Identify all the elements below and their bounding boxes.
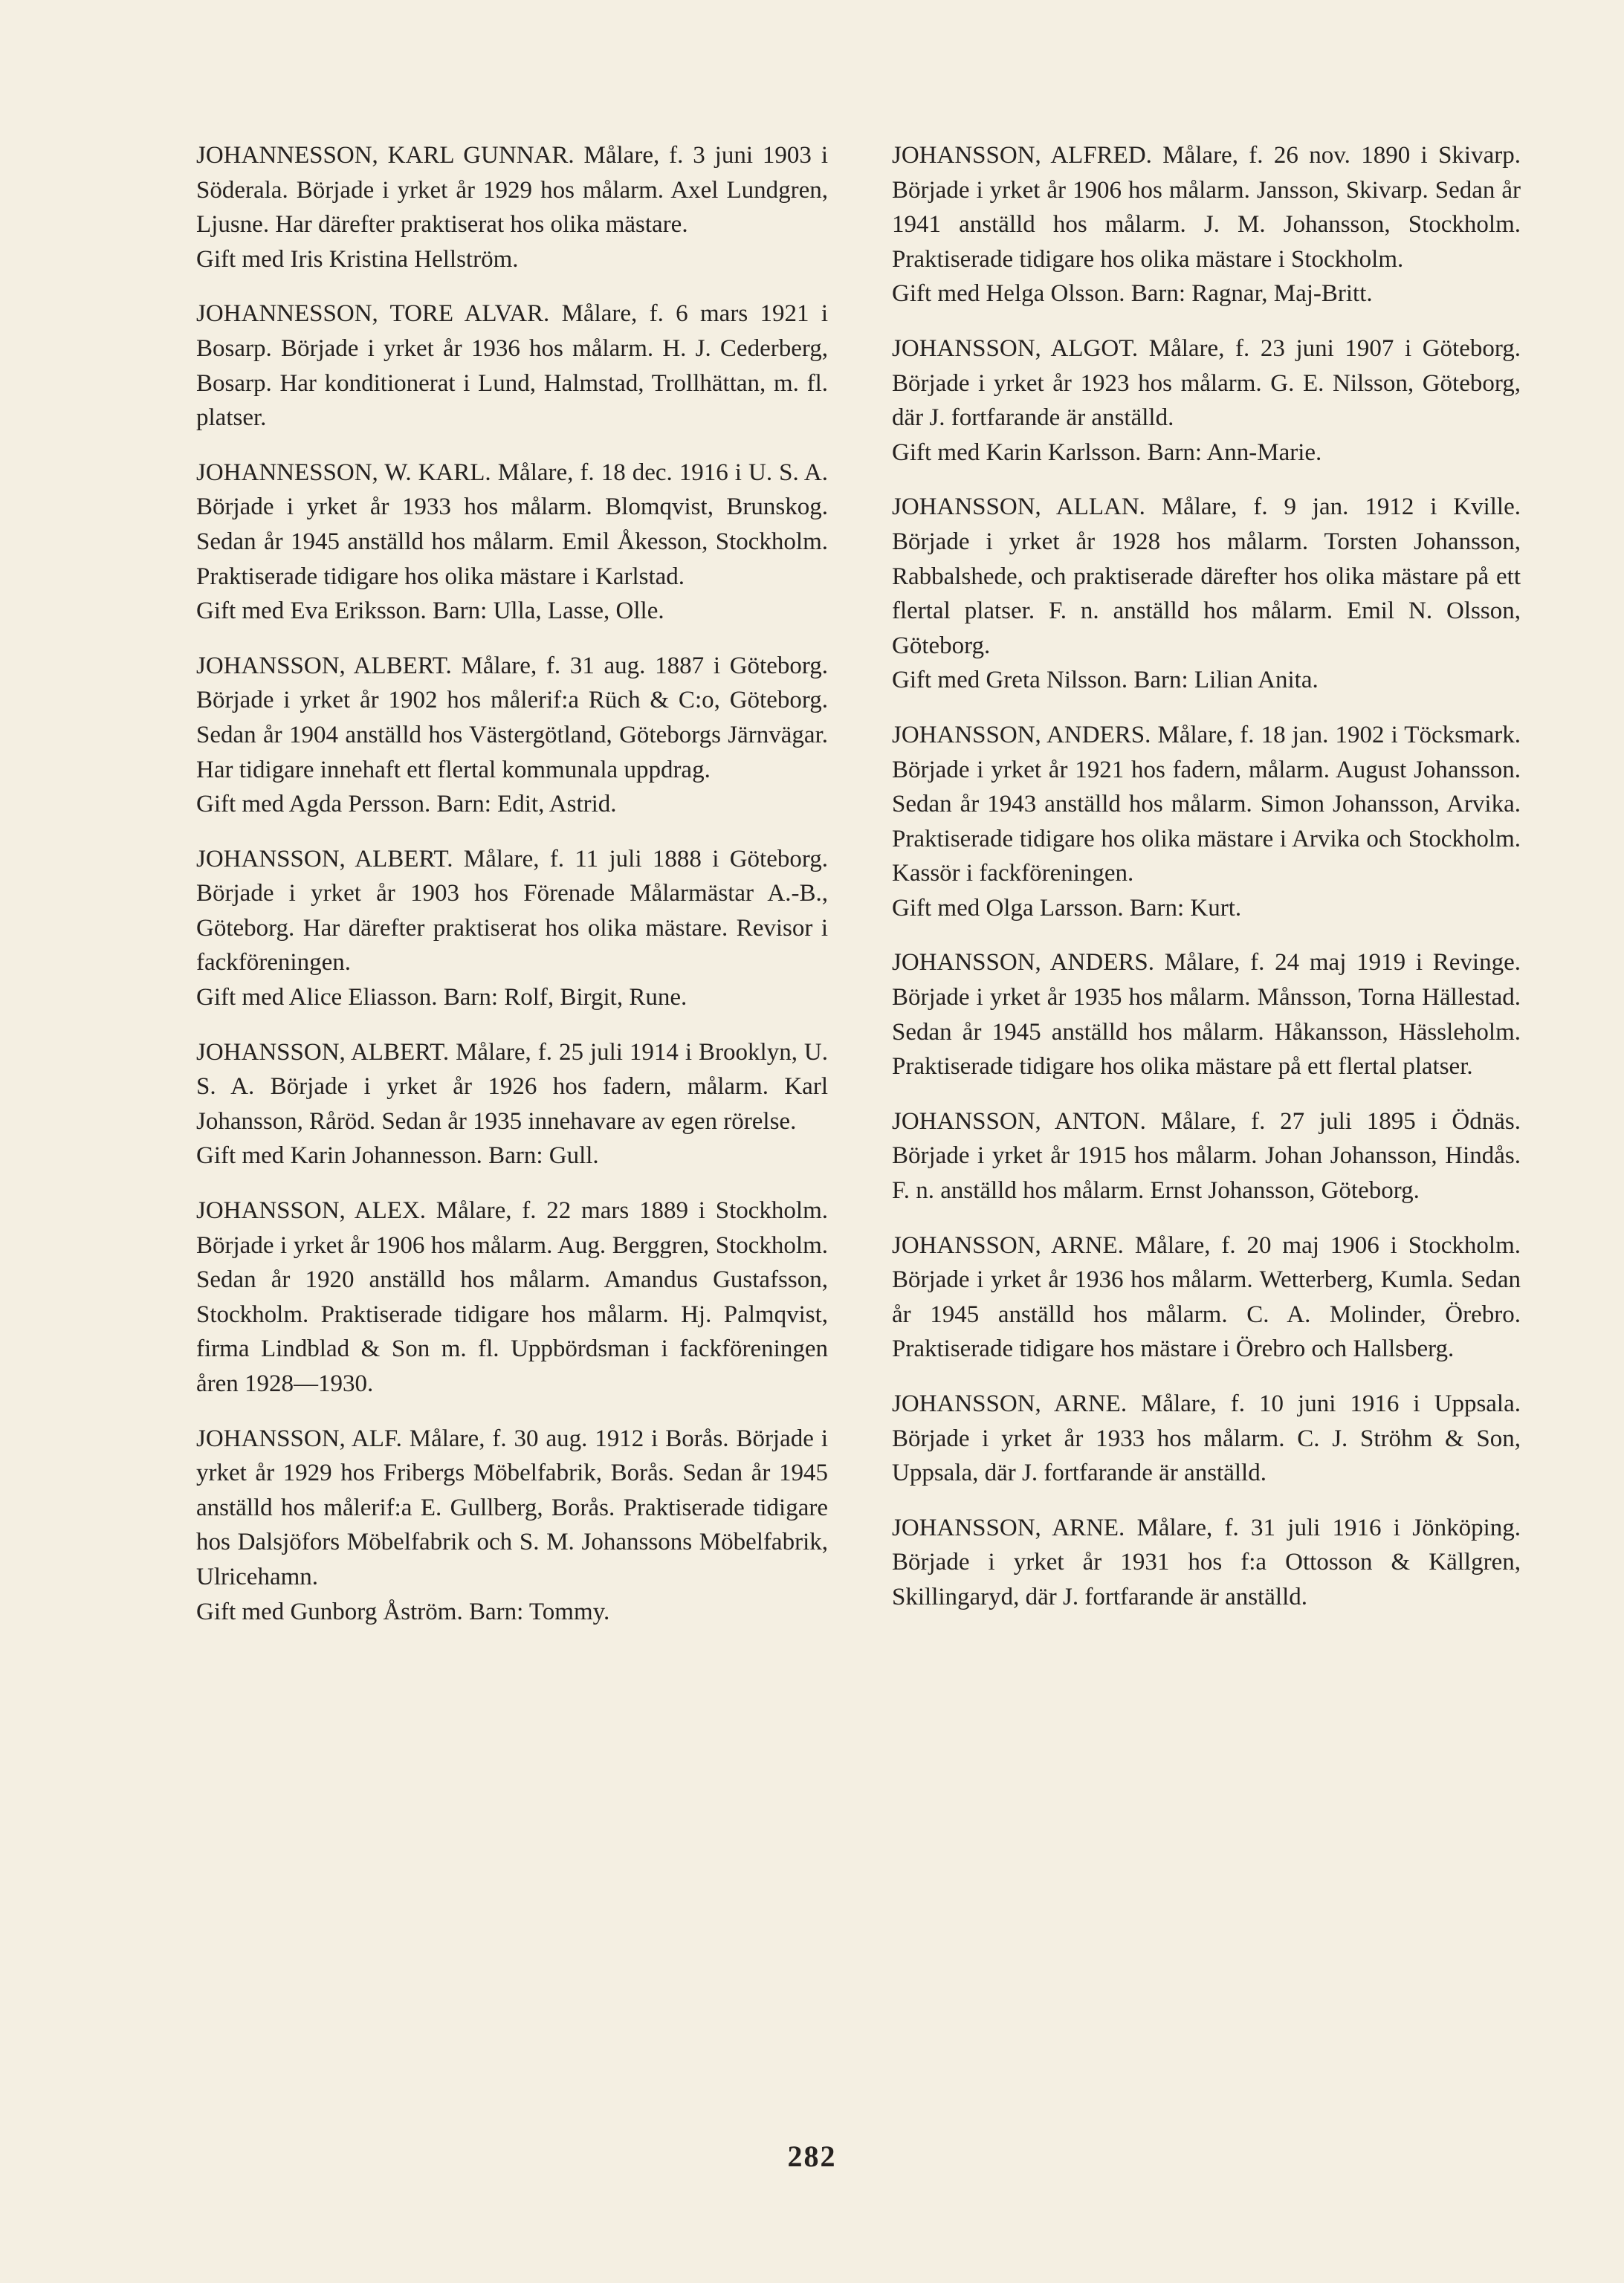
- biography-entry: [196, 1194, 828, 1402]
- entry-body: JOHANSSON, ALBERT. Målare, f. 11 juli 1888 i Göteborg. Började i yrket år 1903 hos Förenade Målarmästar A.-B., Göteborg. Har därefter praktiserat hos olika mästare. Revisor i fackföreningen.: [196, 845, 828, 977]
- biography-entry: [196, 1035, 828, 1173]
- entry-body: JOHANSSON, ALGOT. Målare, f. 23 juni 1907 i Göteborg. Började i yrket år 1923 hos målarm. G. E. Nilsson, Göteborg, där J. fortfarande är anställd.: [892, 334, 1521, 432]
- entry-body: JOHANNESSON, KARL GUNNAR. Målare, f. 3 juni 1903 i Söderala. Började i yrket år 1929 hos målarm. Axel Lundgren, Ljusne. Har därefter praktiserat hos olika mästare.: [196, 142, 828, 239]
- entry-family: Gift med Karin Karlsson. Barn: Ann-Marie.: [892, 438, 1322, 466]
- entry-body: JOHANSSON, ARNE. Målare, f. 20 maj 1906 i Stockholm. Började i yrket år 1936 hos målarm. Wetterberg, Kumla. Sedan år 1945 anställd hos målarm. C. A. Molinder, Örebro. Praktiserade tidigare hos mästare i Örebro och Hallsberg.: [892, 1231, 1521, 1363]
- entry-family: Gift med Helga Olsson. Barn: Ragnar, Maj-Britt.: [892, 280, 1373, 308]
- biography-entry: [892, 1511, 1521, 1615]
- entry-body: JOHANSSON, ARNE. Målare, f. 31 juli 1916 i Jönköping. Började i yrket år 1931 hos f:a Ottosson & Källgren, Skillingaryd, där J. fortfarande är anställd.: [892, 1514, 1521, 1610]
- entry-body: JOHANSSON, ALFRED. Målare, f. 26 nov. 1890 i Skivarp. Började i yrket år 1906 hos målarm. Jansson, Skivarp. Sedan år 1941 anställd hos målarm. J. M. Johansson, Stockholm. Praktiserade tidigare hos olika mästare i Stockholm.: [892, 142, 1521, 273]
- entry-body: JOHANSSON, ALF. Målare, f. 30 aug. 1912 i Borås. Började i yrket år 1929 hos Fribergs Möbelfabrik, Borås. Sedan år 1945 anställd hos målerif:a E. Gullberg, Borås. Praktiserade tidigare hos Dalsjöfors Möbelfabrik och S. M. Johanssons Möbelfabrik, Ulricehamn.: [196, 1425, 828, 1590]
- biography-entry: [196, 1422, 828, 1630]
- right-column: [892, 138, 1521, 1635]
- biography-entry: [196, 456, 828, 629]
- entry-body: JOHANSSON, ALBERT. Målare, f. 31 aug. 1887 i Göteborg. Började i yrket år 1902 hos målerif:a Rüch & C:o, Göteborg. Sedan år 1904 anställd hos Västergötland, Göteborgs Järnvägar. Har tidigare innehaft ett flertal kommunala uppdrag.: [196, 652, 828, 783]
- entry-family: Gift med Eva Eriksson. Barn: Ulla, Lasse, Olle.: [196, 598, 664, 625]
- entry-body: JOHANSSON, ALBERT. Målare, f. 25 juli 1914 i Brooklyn, U. S. A. Började i yrket år 1926 hos fadern, målarm. Karl Johansson, Råröd. Sedan år 1935 innehavare av egen rörelse.: [196, 1038, 828, 1135]
- entry-body: JOHANSSON, ANTON. Målare, f. 27 juli 1895 i Ödnäs. Började i yrket år 1915 hos målarm. Johan Johansson, Hindås. F. n. anställd hos målarm. Ernst Johansson, Göteborg.: [892, 1107, 1521, 1205]
- biography-entry: [892, 490, 1521, 698]
- entry-body: JOHANSSON, ANDERS. Målare, f. 18 jan. 1902 i Töcksmark. Började i yrket år 1921 hos fadern, målarm. August Johansson. Sedan år 1943 anställd hos målarm. Simon Johansson, Arvika. Praktiserade tidigare hos olika mästare i Arvika och Stockholm. Kassör i fackföreningen.: [892, 721, 1521, 887]
- entry-family: Gift med Greta Nilsson. Barn: Lilian Anita.: [892, 667, 1319, 694]
- biography-entry: [196, 138, 828, 276]
- entry-body: JOHANNESSON, TORE ALVAR. Målare, f. 6 mars 1921 i Bosarp. Började i yrket år 1936 hos målarm. H. J. Cederberg, Bosarp. Har konditionerat i Lund, Halmstad, Trollhättan, m. fl. platser.: [196, 300, 828, 432]
- entry-body: JOHANSSON, ARNE. Målare, f. 10 juni 1916 i Uppsala. Började i yrket år 1933 hos målarm. C. J. Ströhm & Son, Uppsala, där J. fortfarande är anställd.: [892, 1390, 1521, 1487]
- biography-entry: [892, 718, 1521, 926]
- biography-entry: [892, 945, 1521, 1084]
- biography-entry: [892, 1228, 1521, 1367]
- entry-family: Gift med Gunborg Åström. Barn: Tommy.: [196, 1598, 610, 1625]
- entry-body: JOHANSSON, ANDERS. Målare, f. 24 maj 1919 i Revinge. Började i yrket år 1935 hos målarm. Månsson, Torna Hällestad. Sedan år 1945 anställd hos målarm. Håkansson, Hässleholm. Praktiserade tidigare hos olika mästare på ett flertal platser.: [892, 949, 1521, 1081]
- biography-entry: [892, 1387, 1521, 1491]
- entry-body: JOHANNESSON, W. KARL. Målare, f. 18 dec. 1916 i U. S. A. Började i yrket år 1933 hos målarm. Blomqvist, Brunskog. Sedan år 1945 anställd hos målarm. Emil Åkesson, Stockholm. Praktiserade tidigare hos olika mästare i Karlstad.: [196, 459, 828, 590]
- entry-family: Gift med Iris Kristina Hellström.: [196, 245, 519, 273]
- entry-family: Gift med Agda Persson. Barn: Edit, Astrid.: [196, 791, 617, 818]
- entry-family: Gift med Alice Eliasson. Barn: Rolf, Birgit, Rune.: [196, 984, 688, 1011]
- biography-entry: [892, 331, 1521, 470]
- biography-entry: [196, 842, 828, 1015]
- left-column: [196, 138, 828, 1649]
- entry-family: Gift med Karin Johannesson. Barn: Gull.: [196, 1142, 599, 1170]
- biography-entry: [196, 649, 828, 822]
- biography-entry: [892, 138, 1521, 311]
- entry-body: JOHANSSON, ALEX. Målare, f. 22 mars 1889 i Stockholm. Började i yrket år 1906 hos målarm. Aug. Berggren, Stockholm. Sedan år 1920 anställd hos målarm. Amandus Gustafsson, Stockholm. Praktiserade tidigare hos målarm. Hj. Palmqvist, firma Lindblad & Son m. fl. Uppbördsman i fackföreningen åren 1928—1930.: [196, 1197, 828, 1397]
- page-number: 282: [787, 2140, 837, 2173]
- biography-entry: [196, 297, 828, 435]
- entry-family: Gift med Olga Larsson. Barn: Kurt.: [892, 894, 1242, 922]
- biography-entry: [892, 1104, 1521, 1208]
- entry-body: JOHANSSON, ALLAN. Målare, f. 9 jan. 1912 i Kville. Började i yrket år 1928 hos målarm. Torsten Johansson, Rabbalshede, och praktiserade därefter hos olika mästare på ett flertal platser. F. n. anställd hos målarm. Emil N. Olsson, Göteborg.: [892, 493, 1521, 659]
